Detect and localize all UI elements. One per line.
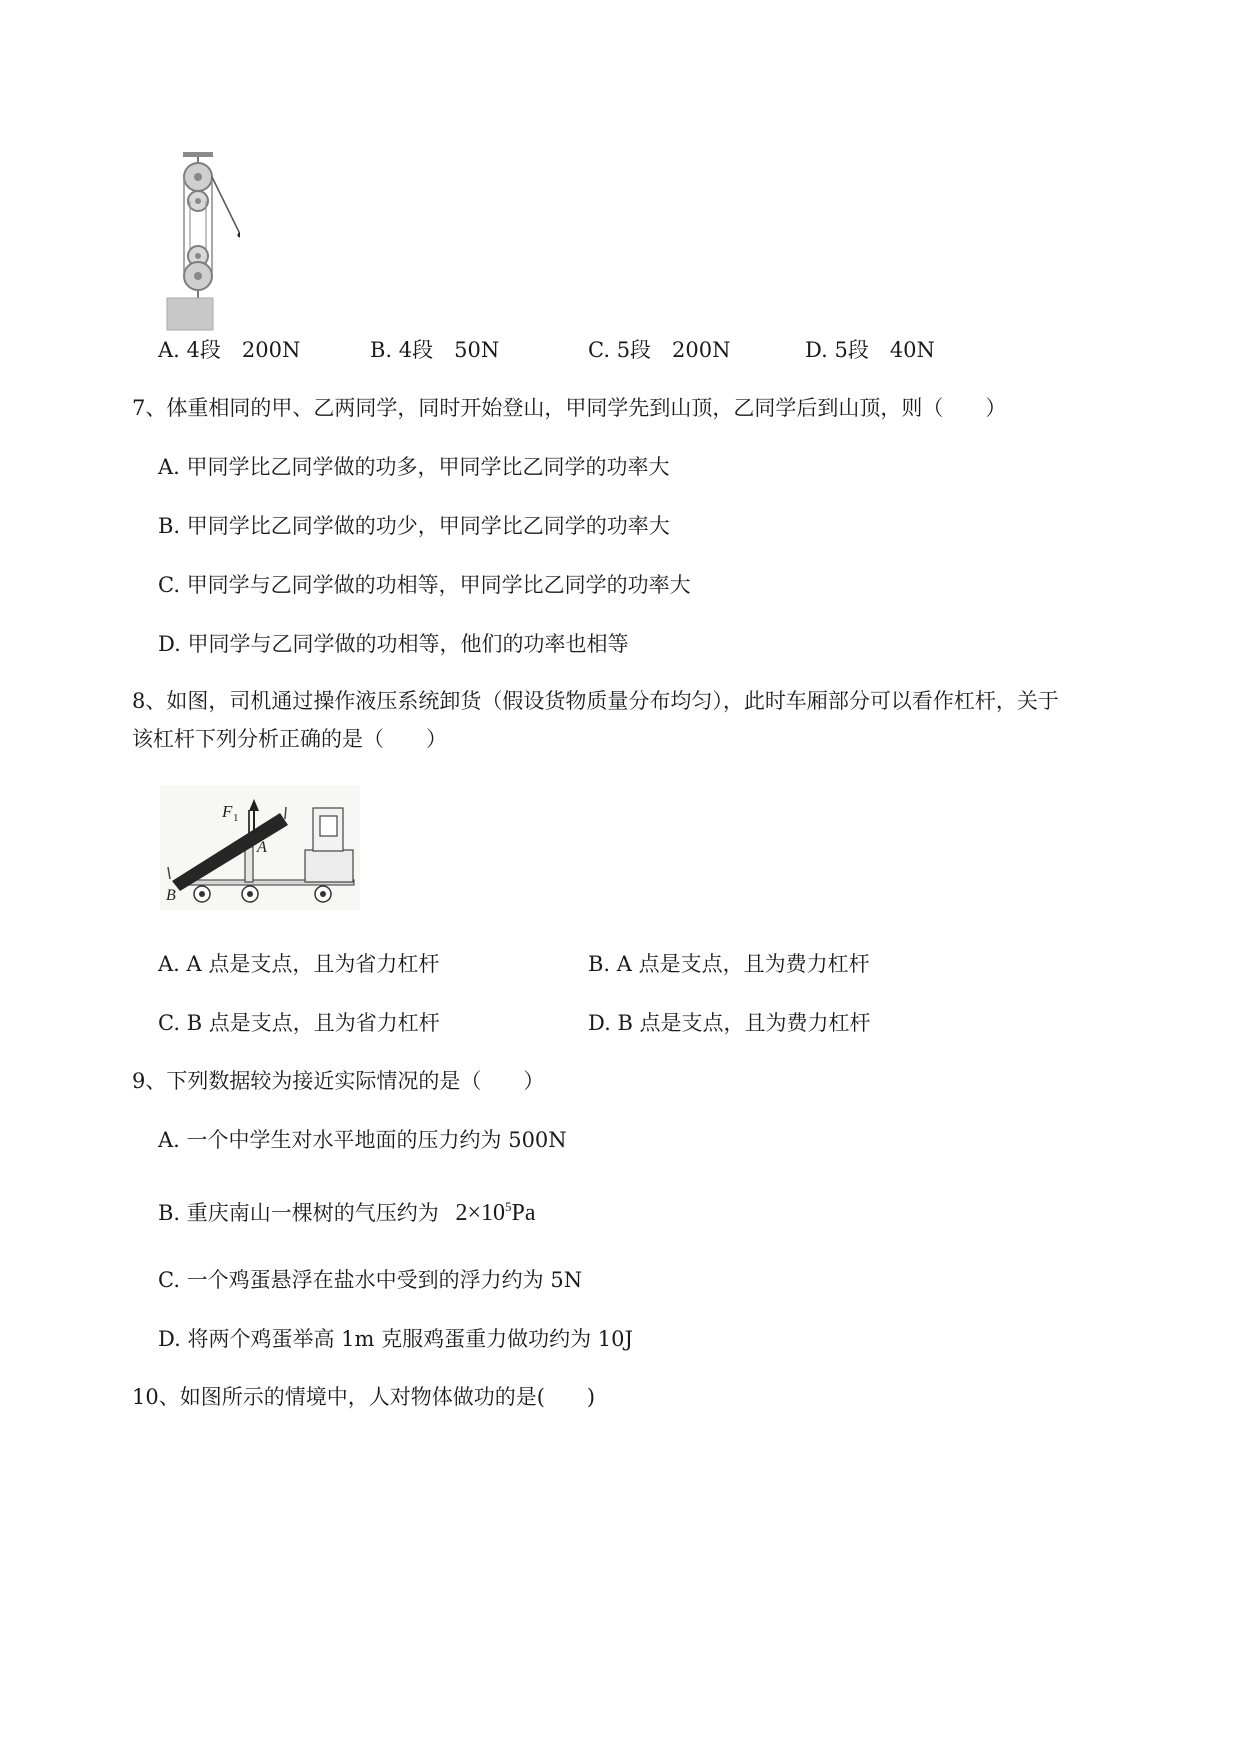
- q7-option-a-text: 甲同学比乙同学做的功多，甲同学比乙同学的功率大: [186, 455, 670, 479]
- q8-option-c[interactable]: [158, 1013, 440, 1034]
- q9-option-d[interactable]: [158, 1329, 633, 1350]
- q7-option-c[interactable]: [158, 575, 691, 596]
- q6-option-c[interactable]: [588, 340, 731, 361]
- dump-truck-lever-figure: [160, 785, 360, 910]
- q9-option-c-text: 一个鸡蛋悬浮在盐水中受到的浮力约为 5N: [186, 1268, 583, 1292]
- q6-option-c-letter: C.: [588, 338, 610, 362]
- q6-option-b-text: 4段 50N: [398, 338, 500, 362]
- q6-option-d-text: 5段 40N: [834, 338, 935, 362]
- q9-option-a-text: 一个中学生对水平地面的压力约为 500N: [186, 1128, 567, 1152]
- q7-stem: 7、体重相同的甲、乙两同学，同时开始登山，甲同学先到山顶，乙同学后到山顶，则（ ）: [132, 396, 1007, 420]
- q6-option-a-letter: A.: [158, 338, 180, 362]
- q7-option-d[interactable]: [158, 634, 628, 655]
- q8-option-b-text: A 点是支点，且为费力杠杆: [616, 952, 870, 976]
- q9-option-d-letter: D.: [158, 1327, 181, 1351]
- label-b: B: [166, 887, 176, 904]
- q6-option-d[interactable]: [805, 340, 935, 361]
- q8-option-d[interactable]: [588, 1013, 871, 1034]
- q9-option-b-formula: [455, 1200, 535, 1226]
- q6-option-b[interactable]: [370, 340, 499, 361]
- q8-option-a-text: A 点是支点，且为省力杠杆: [186, 952, 440, 976]
- formula-exponent: 5: [505, 1199, 512, 1214]
- q8-option-b[interactable]: [588, 954, 870, 975]
- q10-stem: 10、如图所示的情境中，人对物体做功的是( ): [132, 1385, 596, 1409]
- q9-option-d-text: 将两个鸡蛋举高 1m 克服鸡蛋重力做功约为 10J: [187, 1327, 633, 1351]
- q9-option-c-letter: C.: [158, 1268, 180, 1292]
- formula-base: 2×10: [455, 1200, 506, 1226]
- q8-option-a[interactable]: [158, 954, 439, 975]
- q7-option-b-text: 甲同学比乙同学做的功少，甲同学比乙同学的功率大: [186, 514, 670, 538]
- label-a: A: [257, 839, 267, 856]
- q7-option-c-text: 甲同学与乙同学做的功相等，甲同学比乙同学的功率大: [186, 573, 691, 597]
- q9-option-c[interactable]: [158, 1270, 582, 1291]
- label-f1: F: [222, 802, 233, 821]
- q8-option-d-text: B 点是支点，且为费力杠杆: [617, 1011, 871, 1035]
- q6-option-b-letter: B.: [370, 338, 393, 362]
- q8-option-a-letter: A.: [158, 952, 180, 976]
- q9-option-a-letter: A.: [158, 1128, 180, 1152]
- formula-unit: Pa: [511, 1200, 536, 1226]
- q7-option-d-text: 甲同学与乙同学做的功相等，他们的功率也相等: [187, 632, 629, 656]
- q8-option-c-text: B 点是支点，且为省力杠杆: [186, 1011, 440, 1035]
- q6-option-c-text: 5段 200N: [616, 338, 731, 362]
- q8-stem-line2: 该杠杆下列分析正确的是（ ）: [132, 727, 447, 751]
- q9-option-b-letter: B.: [158, 1201, 181, 1225]
- q9-option-a[interactable]: [158, 1130, 567, 1151]
- q7-option-b[interactable]: [158, 516, 670, 537]
- q7-option-a[interactable]: [158, 457, 670, 478]
- q8-option-b-letter: B.: [588, 952, 611, 976]
- label-f1-subscript: 1: [233, 812, 239, 824]
- q7-option-c-letter: C.: [158, 573, 180, 597]
- q7-option-d-letter: D.: [158, 632, 181, 656]
- pulley-system-figure: [160, 148, 240, 338]
- q8-option-d-letter: D.: [588, 1011, 611, 1035]
- q6-option-d-letter: D.: [805, 338, 828, 362]
- q9-option-b[interactable]: [158, 1200, 536, 1225]
- q6-option-a[interactable]: [158, 340, 300, 361]
- q8-option-c-letter: C.: [158, 1011, 180, 1035]
- q7-option-a-letter: A.: [158, 455, 180, 479]
- q7-option-b-letter: B.: [158, 514, 181, 538]
- q6-option-a-text: 4段 200N: [186, 338, 301, 362]
- q9-option-b-text: 重庆南山一棵树的气压约为: [186, 1201, 439, 1225]
- q8-stem-line1: 8、如图，司机通过操作液压系统卸货（假设货物质量分布均匀），此时车厢部分可以看作杠杆，关于: [132, 689, 1059, 713]
- q9-stem: 9、下列数据较为接近实际情况的是（ ）: [132, 1069, 545, 1093]
